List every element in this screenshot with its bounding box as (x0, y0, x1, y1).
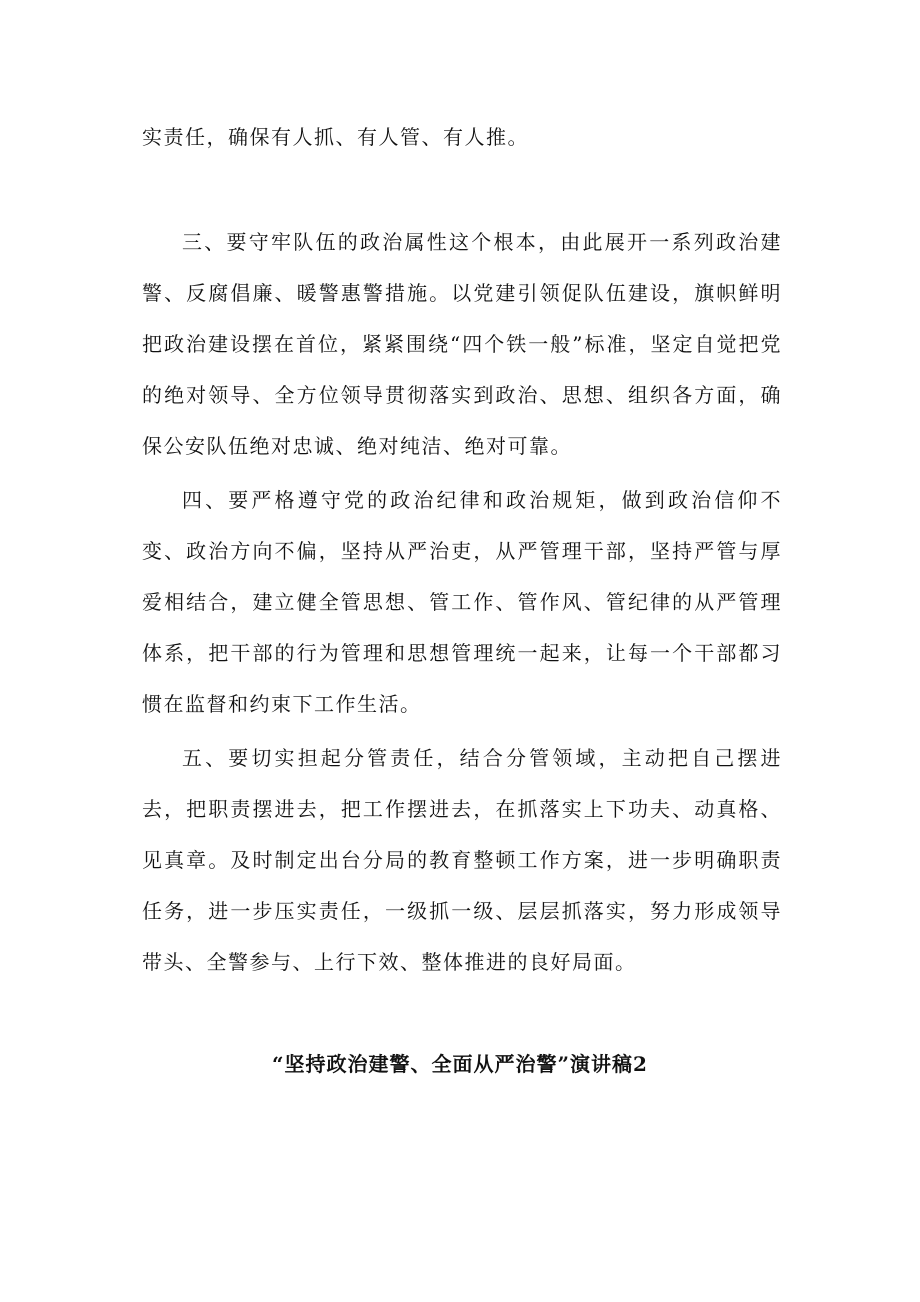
paragraph-point-three: 三、要守牢队伍的政治属性这个根本，由此展开一系列政治建警、反腐倡廉、暖警惠警措施。以党建引领促队伍建设，旗帜鲜明把政治建设摆在首位，紧紧围绕“四个铁一般”标准，坚定自觉把党的绝对领导、全方位领导贯彻落实到政治、思想、组织各方面，确保公安队伍绝对忠诚、绝对纯洁、绝对可靠。 (142, 230, 782, 458)
paragraph-continuation: 实责任，确保有人抓、有人管、有人推。 (142, 125, 529, 149)
paragraph-point-four: 四、要严格遵守党的政治纪律和政治规矩，做到政治信仰不变、政治方向不偏，坚持从严治吏，从严管理干部，坚持严管与厚爱相结合，建立健全管思想、管工作、管作风、管纪律的从严管理体系，把干部的行为管理和思想管理统一起来，让每一个干部都习惯在监督和约束下工作生活。 (142, 488, 782, 716)
paragraph-point-five: 五、要切实担起分管责任，结合分管领域，主动把自己摆进去，把职责摆进去，把工作摆进去，在抓落实上下功夫、动真格、见真章。及时制定出台分局的教育整顿工作方案，进一步明确职责任务，进一步压实责任，一级抓一级、层层抓落实，努力形成领导带头、全警参与、上行下效、整体推进的良好局面。 (142, 746, 782, 974)
section-title: “坚持政治建警、全面从严治警”演讲稿2 (272, 1052, 648, 1076)
